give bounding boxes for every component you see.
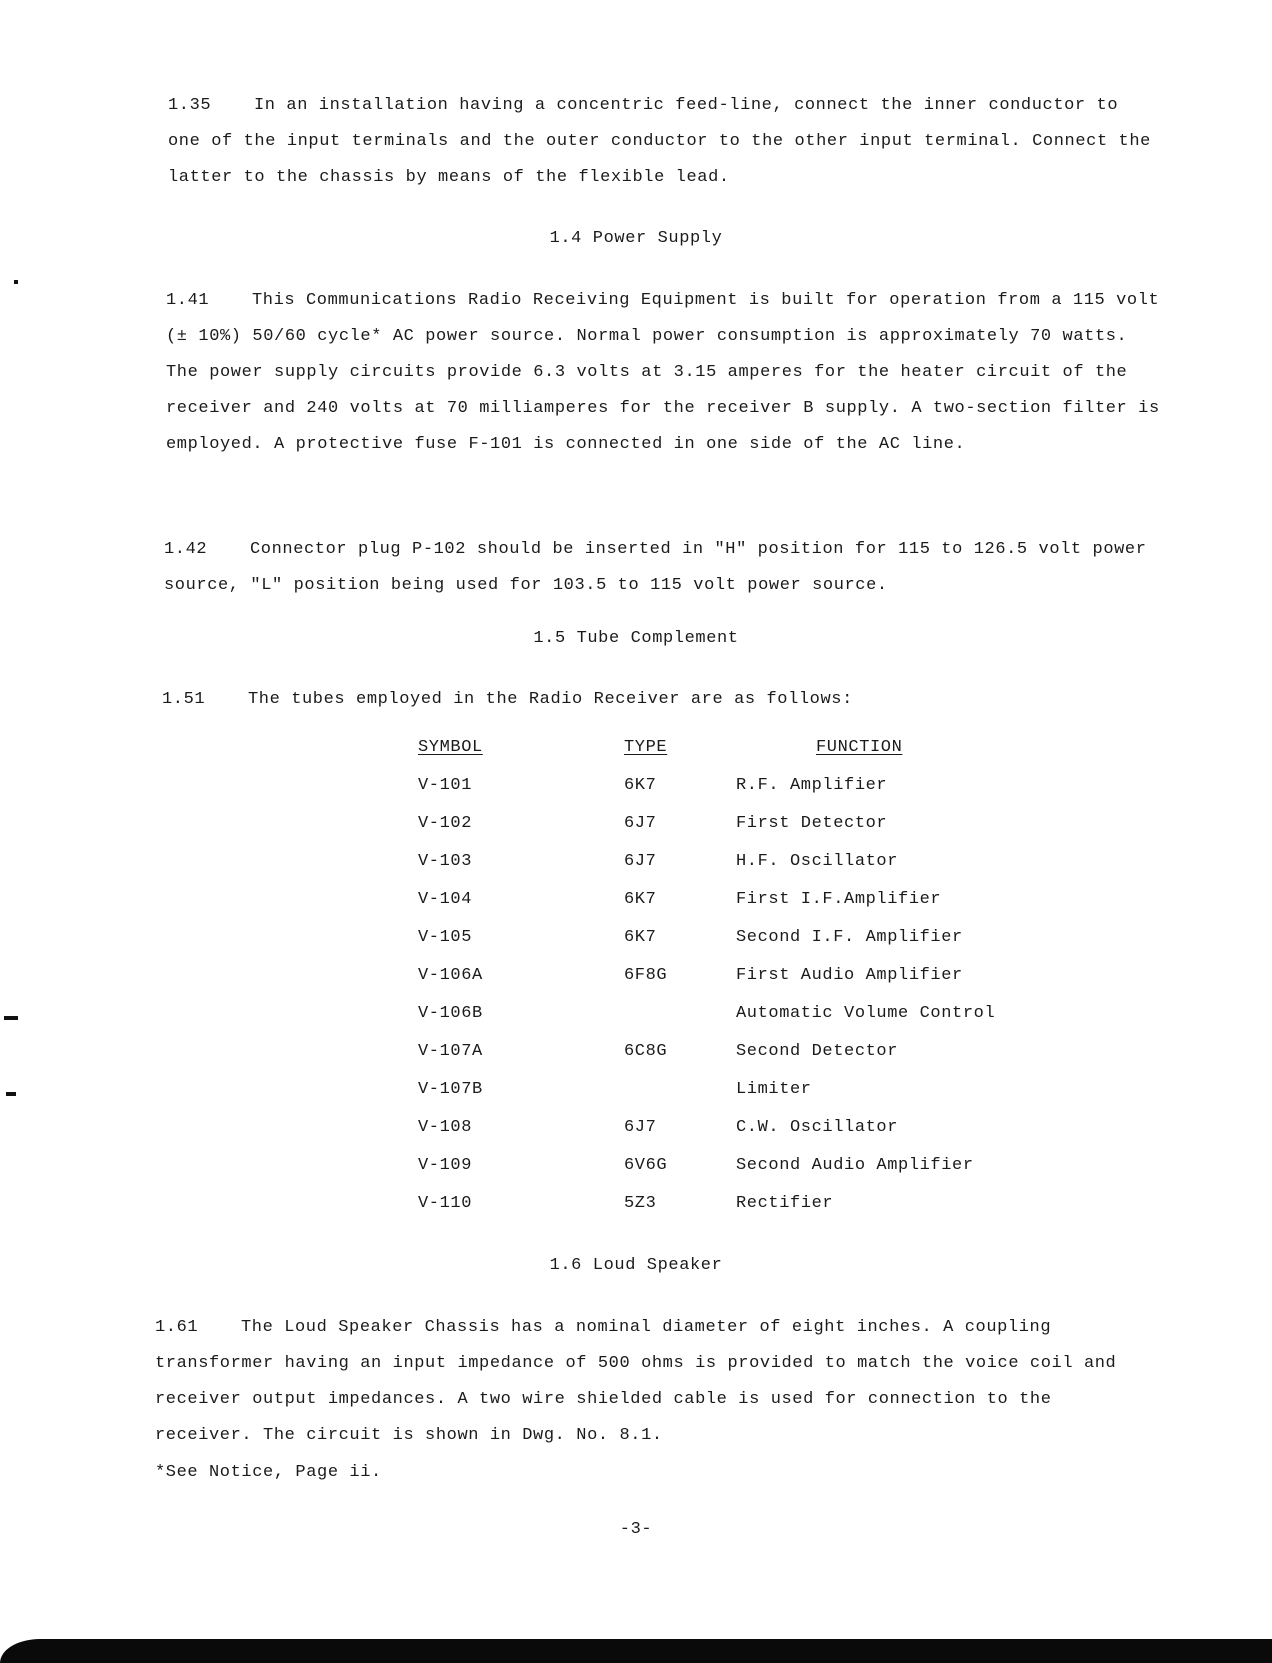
binding-hole-mark [6,1092,16,1096]
tube-symbol: V-110 [418,1194,473,1213]
tube-type: 6V6G [624,1156,668,1175]
paragraph-number: 1.42 [164,540,208,559]
table-header-symbol: SYMBOL [418,738,483,757]
tube-type: 6C8G [624,1042,668,1061]
tube-symbol: V-102 [418,814,473,833]
tube-type: 5Z3 [624,1194,657,1213]
tube-symbol: V-106A [418,966,483,985]
paragraph-text: This Communications Radio Receiving Equipment is built for operation from a 115 volt (± 10%) 50/60 cycle* AC power source. Normal power consumption is approximately 70 watts. The power supply circuits provide 6.3 volts at 3.15 amperes for the heater circuit of the receiver and 240 volts at 70 milliamperes for the receiver B supply. A two-section filter is employed. A protective fuse F-101 is connected in one side of the AC line. [166,291,1160,454]
tube-function: C.W. Oscillator [736,1118,899,1137]
tube-type: 6F8G [624,966,668,985]
paragraph-1-51 [162,682,1152,718]
tube-symbol: V-107A [418,1042,483,1061]
tube-symbol: V-108 [418,1118,473,1137]
paragraph-number: 1.51 [162,690,206,709]
paragraph-1-35 [168,88,1160,196]
tube-type: 6K7 [624,776,657,795]
tube-function: Automatic Volume Control [736,1004,996,1023]
tube-function: H.F. Oscillator [736,852,899,871]
tube-function: Rectifier [736,1194,834,1213]
tube-symbol: V-105 [418,928,473,947]
tube-type: 6J7 [624,814,657,833]
tube-function: First Detector [736,814,888,833]
section-heading-tube-complement: 1.5 Tube Complement [533,629,739,648]
paragraph-number: 1.61 [155,1318,199,1337]
tube-symbol: V-109 [418,1156,473,1175]
binding-hole-mark [4,1016,18,1020]
paragraph-text: The tubes employed in the Radio Receiver are as follows: [248,690,853,709]
tube-symbol: V-107B [418,1080,483,1099]
scan-speck [14,280,18,284]
tube-type: 6K7 [624,928,657,947]
paragraph-text: In an installation having a concentric feed-line, connect the inner conductor to one of the input terminals and the outer conductor to the other input terminal. Connect the latter to the chassis by means of the flexible lead. [168,96,1151,187]
tube-symbol: V-101 [418,776,473,795]
paragraph-1-61 [155,1310,1151,1454]
tube-function: Second Detector [736,1042,899,1061]
tube-symbol: V-103 [418,852,473,871]
tube-symbol: V-104 [418,890,473,909]
tube-function: Second Audio Amplifier [736,1156,974,1175]
paragraph-1-42 [164,532,1154,604]
paragraph-1-41 [166,283,1162,463]
tube-type: 6J7 [624,1118,657,1137]
paragraph-number: 1.35 [168,96,212,115]
table-header-type: TYPE [624,738,668,757]
tube-function: Limiter [736,1080,812,1099]
tube-type: 6J7 [624,852,657,871]
tube-function: R.F. Amplifier [736,776,888,795]
tube-type: 6K7 [624,890,657,909]
paragraph-text: The Loud Speaker Chassis has a nominal diameter of eight inches. A coupling transformer having an input impedance of 500 ohms is provided to match the voice coil and receiver output impedances. A two wire shielded cable is used for connection to the receiver. The circuit is shown in Dwg. No. 8.1. [155,1318,1117,1445]
section-heading-loud-speaker: 1.6 Loud Speaker [549,1256,723,1275]
tube-function: First Audio Amplifier [736,966,963,985]
tube-function: Second I.F. Amplifier [736,928,963,947]
scan-edge-shadow [0,1639,1272,1663]
page-number: -3- [619,1520,653,1539]
footnote: *See Notice, Page ii. [155,1463,382,1482]
paragraph-text: Connector plug P-102 should be inserted in "H" position for 115 to 126.5 volt power source, "L" position being used for 103.5 to 115 volt power source. [164,540,1147,595]
table-header-function: FUNCTION [816,738,903,757]
section-heading-power-supply: 1.4 Power Supply [549,229,723,248]
tube-symbol: V-106B [418,1004,483,1023]
tube-function: First I.F.Amplifier [736,890,942,909]
paragraph-number: 1.41 [166,291,210,310]
